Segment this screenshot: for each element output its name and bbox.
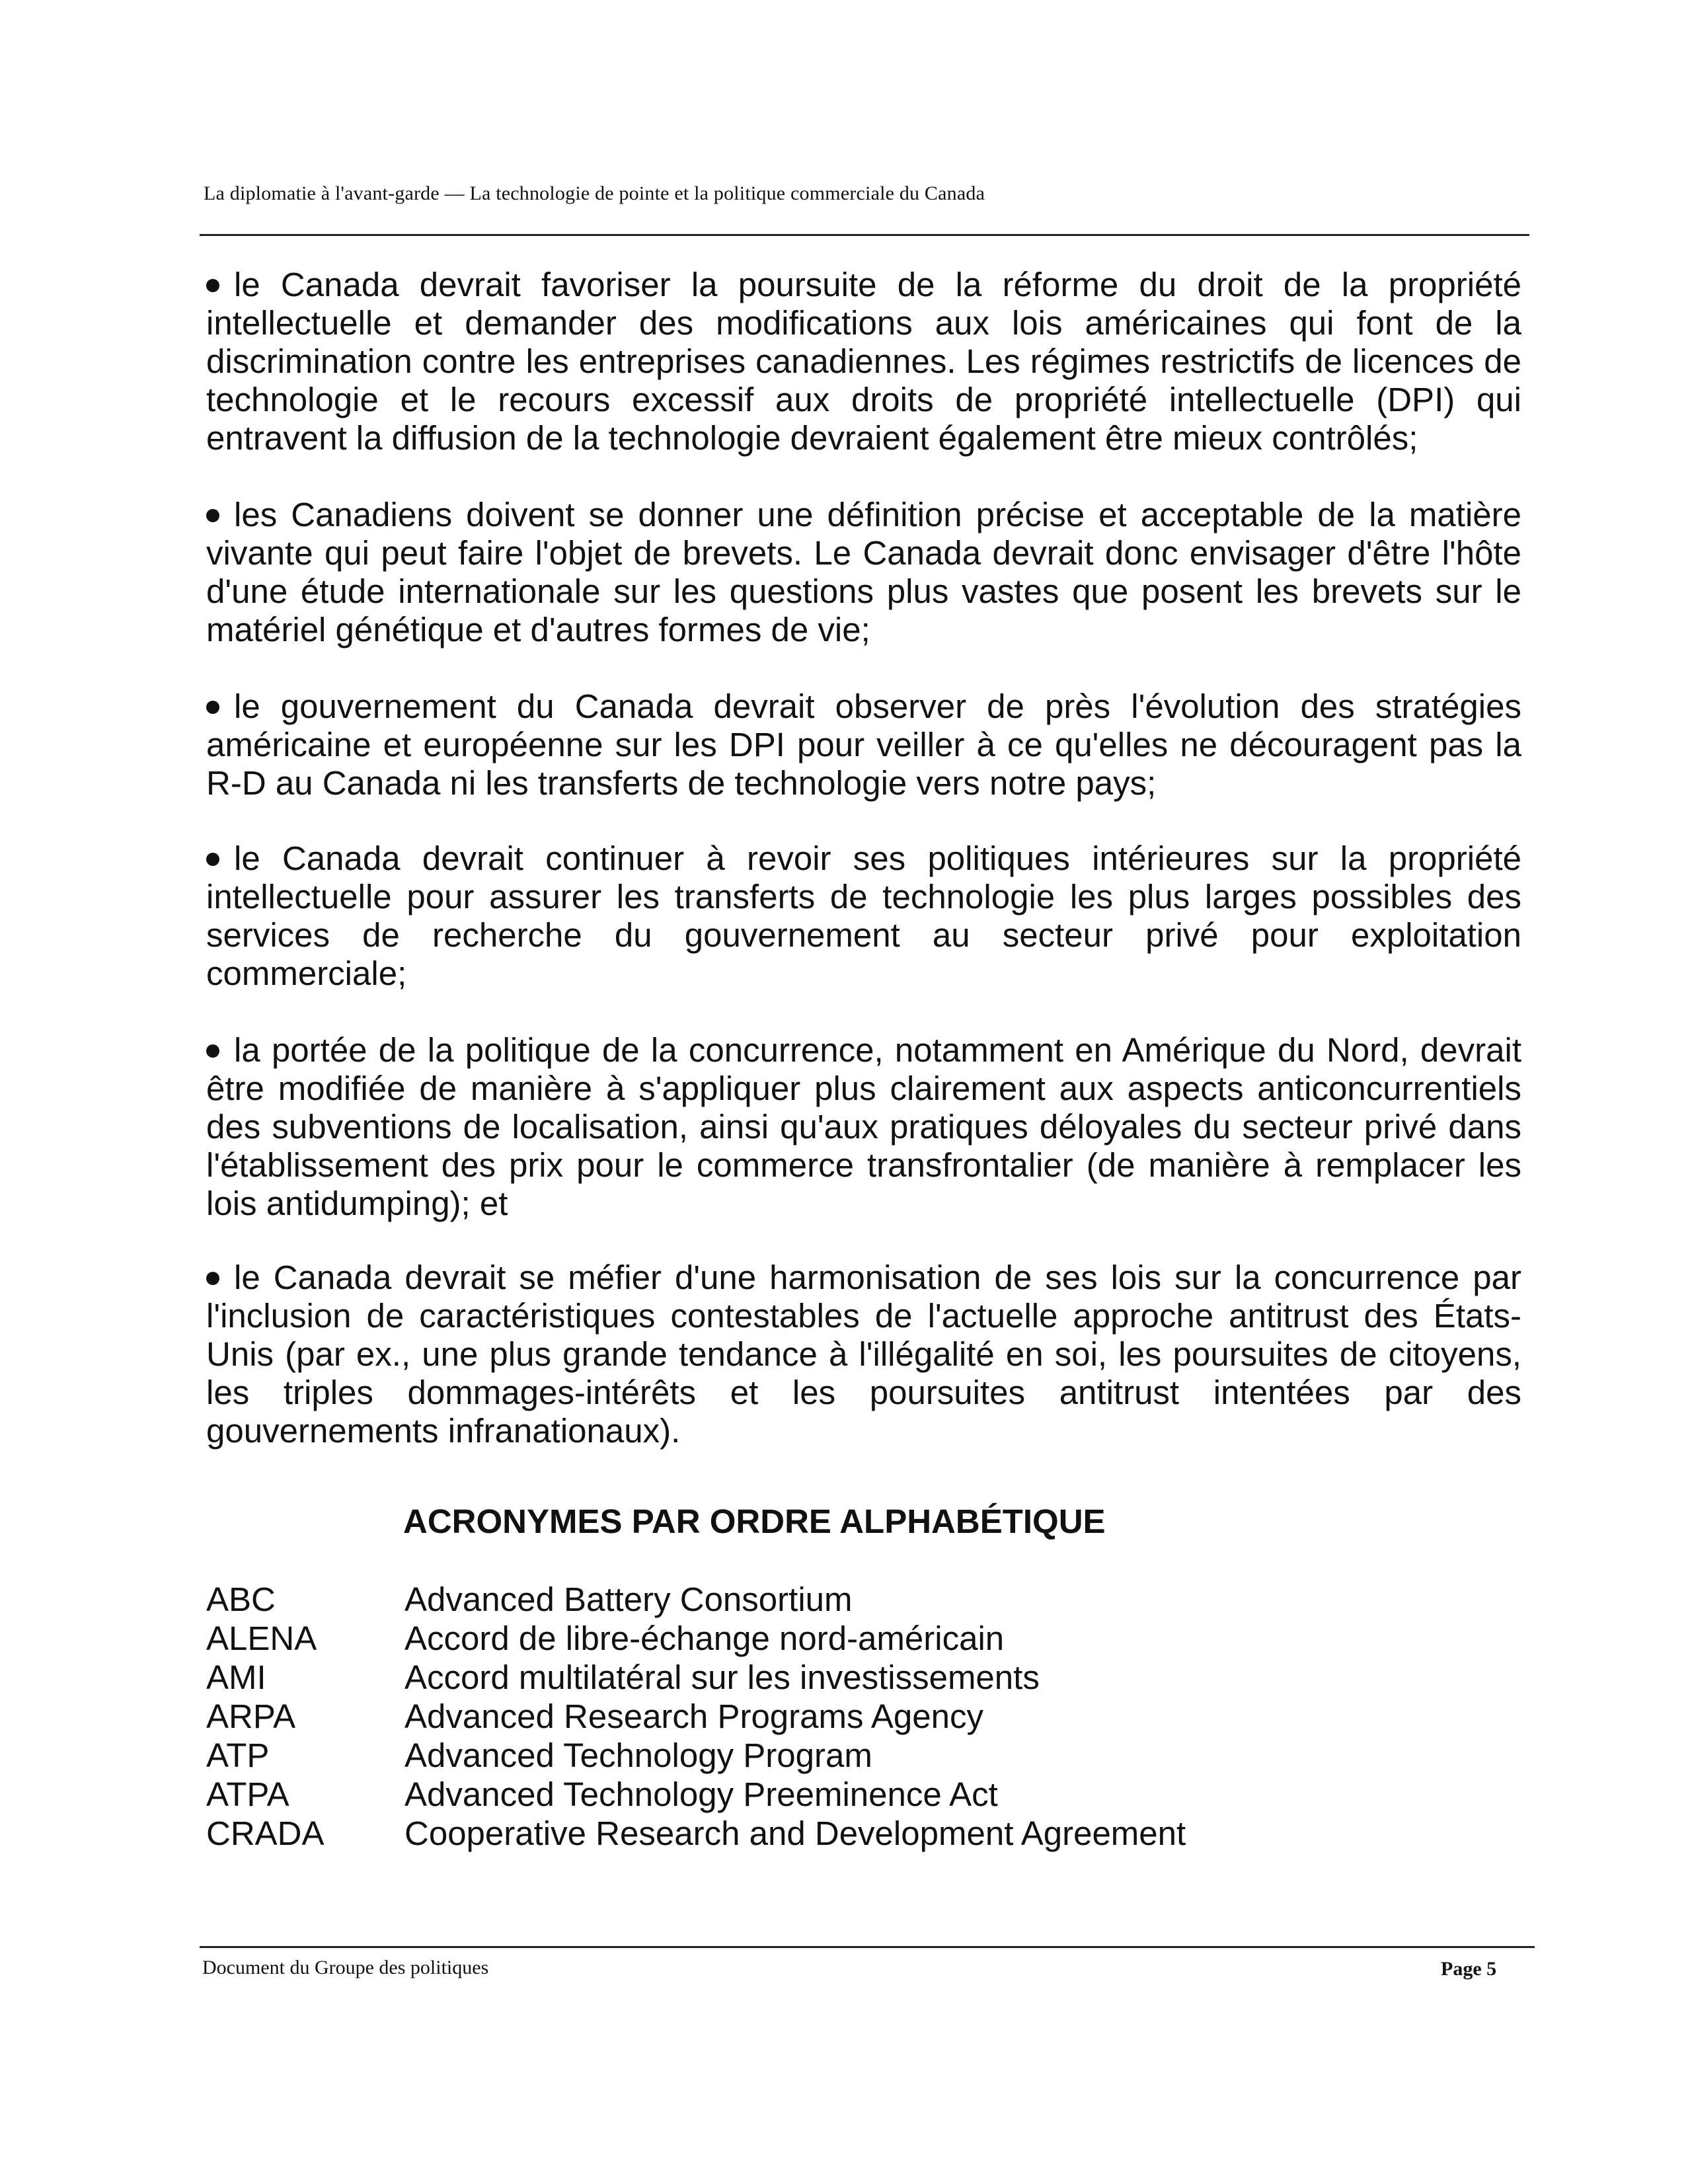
recommendation-text: les Canadiens doivent se donner une définition précise et acceptable de la matière vivante qui peut faire l'objet de brevets. Le Canada devrait donc envisager d'être l'hôte d'une étude internationale sur les questions plus vastes que posent les brevets sur le matériel génétique et d'autres formes de vie; [206, 496, 1521, 648]
acronym-abbreviation: AMI [206, 1658, 266, 1696]
bullet-icon [206, 701, 219, 714]
bullet-icon [206, 1272, 219, 1285]
acronym-row [206, 1697, 1396, 1736]
footer-divider [200, 1946, 1535, 1948]
acronym-expansion: Advanced Battery Consortium [404, 1580, 853, 1618]
recommendation-text: le Canada devrait se méfier d'une harmonisation de ses lois sur la concurrence par l'inclusion de caractéristiques contestables de l'actuelle approche antitrust des États-Unis (par ex., une plus grande tendance à l'illégalité en soi, les poursuites de citoyens, les triples dommages-intérêts et les poursuites antitrust intentées par des gouvernements infranationaux). [206, 1259, 1521, 1450]
acronym-row [206, 1658, 1396, 1697]
acronym-row [206, 1775, 1396, 1814]
bullet-icon [206, 279, 219, 292]
acronym-row [206, 1736, 1396, 1775]
running-header: La diplomatie à l'avant-garde — La technologie de pointe et la politique commerciale du Canada [204, 182, 985, 204]
acronym-row [206, 1814, 1396, 1853]
acronyms-heading: ACRONYMES PAR ORDRE ALPHABÉTIQUE [403, 1502, 1106, 1540]
acronym-expansion: Advanced Research Programs Agency [404, 1697, 983, 1735]
header-divider [200, 234, 1529, 236]
recommendation-text: le gouvernement du Canada devrait observer de près l'évolution des stratégies américaine et européenne sur les DPI pour veiller à ce qu'elles ne découragent pas la R-D au Canada ni les transferts de technologie vers notre pays; [206, 687, 1521, 802]
acronym-row [206, 1580, 1396, 1619]
acronym-abbreviation: ABC [206, 1580, 276, 1618]
acronym-expansion: Accord de libre-échange nord-américain [404, 1619, 1005, 1657]
recommendation-item [206, 687, 1521, 802]
footer-document-label: Document du Groupe des politiques [202, 1957, 489, 1978]
acronym-abbreviation: ARPA [206, 1697, 296, 1735]
recommendation-text: le Canada devrait favoriser la poursuite de la réforme du droit de la propriété intellectuelle et demander des modifications aux lois américaines qui font de la discrimination contre les entreprises canadiennes. Les régimes restrictifs de licences de technologie et le recours excessif aux droits de propriété intellectuelle (DPI) qui entravent la diffusion de la technologie devraient également être mieux contrôlés; [206, 266, 1521, 457]
recommendation-item [206, 1259, 1521, 1450]
recommendation-text: le Canada devrait continuer à revoir ses politiques intérieures sur la propriété intellectuelle pour assurer les transferts de technologie les plus larges possibles des services de recherche du gouvernement au secteur privé pour exploitation commerciale; [206, 839, 1521, 992]
acronym-expansion: Advanced Technology Program [404, 1736, 872, 1774]
acronym-abbreviation: ALENA [206, 1619, 317, 1657]
acronym-abbreviation: CRADA [206, 1814, 325, 1852]
recommendation-item [206, 496, 1521, 649]
bullet-icon [206, 509, 219, 522]
recommendation-text: la portée de la politique de la concurrence, notamment en Amérique du Nord, devrait être modifiée de manière à s'appliquer plus clairement aux aspects anticoncurrentiels des subventions de localisation, ainsi qu'aux pratiques déloyales du secteur privé dans l'établissement des prix pour le commerce transfrontalier (de manière à remplacer les lois antidumping); et [206, 1031, 1521, 1222]
bullet-icon [206, 1044, 219, 1058]
recommendation-item [206, 1031, 1521, 1223]
page-number: Page 5 [1441, 1958, 1497, 1980]
acronym-expansion: Cooperative Research and Development Agreement [404, 1814, 1186, 1852]
acronym-row [206, 1619, 1396, 1658]
recommendation-item [206, 839, 1521, 993]
recommendation-item [206, 266, 1521, 457]
acronym-abbreviation: ATPA [206, 1775, 289, 1813]
acronym-abbreviation: ATP [206, 1736, 270, 1774]
acronym-expansion: Accord multilatéral sur les investissements [404, 1658, 1040, 1696]
bullet-icon [206, 853, 219, 866]
acronym-expansion: Advanced Technology Preeminence Act [404, 1775, 998, 1813]
